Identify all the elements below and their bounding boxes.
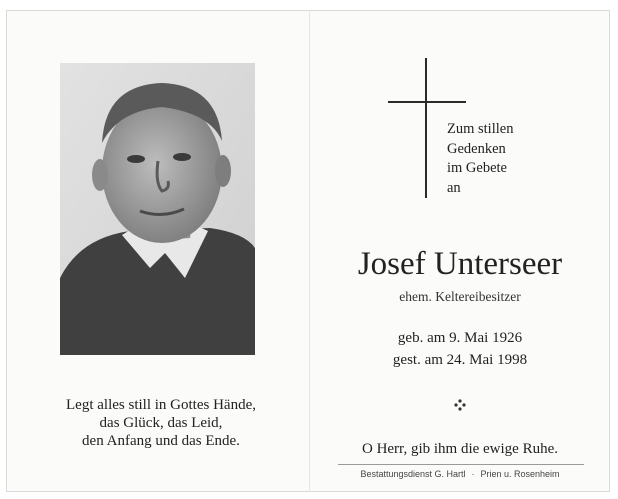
deceased-occupation: ehem. Keltereibesitzer — [399, 289, 521, 304]
intro-line: an — [447, 179, 461, 196]
portrait-photo — [60, 63, 255, 355]
quote-line: das Glück, das Leid, — [99, 415, 223, 431]
deceased-name: Josef Unterseer — [357, 246, 563, 282]
life-dates — [316, 327, 604, 371]
undertaker-location: Prien u. Rosenheim — [480, 469, 560, 479]
quote-line: Legt alles still in Gottes Hände, — [66, 397, 256, 413]
remembrance-intro — [447, 120, 513, 198]
undertaker-name: Bestattungsdienst G. Hartl — [360, 469, 466, 479]
divider — [338, 464, 584, 465]
intro-line: im Gebete — [447, 160, 507, 176]
quote-line: den Anfang und das Ende. — [82, 433, 240, 449]
memorial-quote — [20, 396, 302, 450]
death-date: gest. am 24. Mai 1998 — [392, 352, 528, 368]
undertaker-footer — [316, 468, 604, 480]
footer-separator: · — [471, 469, 475, 479]
card-fold — [309, 10, 310, 492]
ornament-icon — [453, 398, 467, 412]
birth-date: geb. am 9. Mai 1926 — [397, 330, 523, 346]
blessing-text: O Herr, gib ihm die ewige Ruhe. — [361, 441, 559, 457]
intro-line: Zum stillen — [447, 121, 514, 137]
intro-line: Gedenken — [447, 140, 506, 157]
